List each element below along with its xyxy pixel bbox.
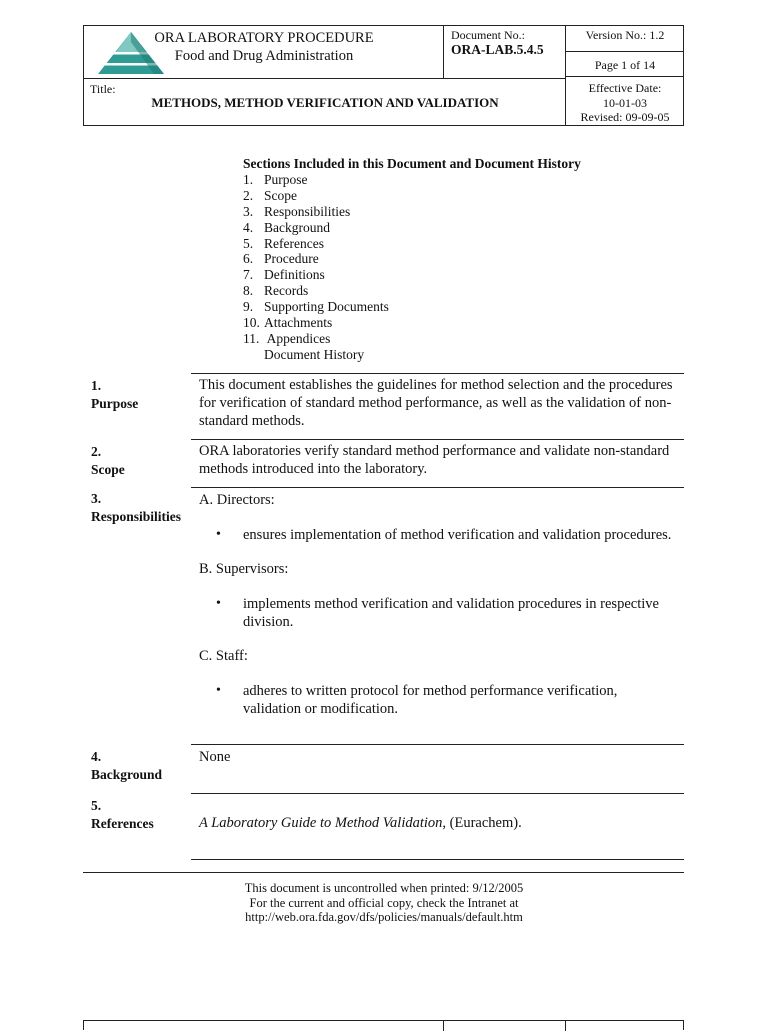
list-item (216, 526, 679, 544)
toc-item-label: Attachments (264, 315, 333, 331)
toc-item-label: Appendices (264, 330, 331, 346)
section-number: 1. (91, 378, 102, 393)
toc-item-number: 9. (243, 299, 254, 315)
section-background-heading (91, 748, 162, 783)
footer-line-1: This document is uncontrolled when printed: 9/12/2005 (244, 881, 524, 895)
toc-item (243, 172, 581, 188)
table-of-contents (243, 156, 581, 363)
toc-item-label: Responsibilities (264, 203, 351, 219)
revised-date: Revised: 09-09-05 (580, 110, 670, 124)
section-rule (191, 373, 684, 374)
bullet-icon: • (216, 683, 221, 698)
toc-heading: Sections Included in this Document and Document History (243, 156, 581, 171)
toc-item-label: Supporting Documents (264, 299, 389, 315)
section-references-heading (91, 797, 154, 832)
toc-item-label: Background (264, 219, 330, 235)
toc-item-number: 3. (243, 203, 254, 219)
document-title: METHODS, METHOD VERIFICATION AND VALIDATION (151, 95, 499, 110)
supervisors-duty: implements method verification and validation procedures in respective division. (243, 596, 659, 630)
toc-item-label: Purpose (264, 171, 308, 187)
section-rule (191, 744, 684, 745)
toc-item-number: 1. (243, 171, 254, 187)
section-responsibilities-body (199, 491, 679, 718)
staff-heading: C. Staff: (199, 648, 248, 664)
toc-item-label: Definitions (264, 267, 325, 283)
section-references-text (199, 814, 679, 832)
section-number: 2. (91, 444, 102, 459)
bullet-icon: • (216, 527, 221, 542)
toc-list (243, 172, 581, 347)
section-scope-heading (91, 443, 125, 478)
procedure-title (84, 29, 444, 65)
page-footer (0, 881, 768, 925)
header-divider (565, 51, 684, 52)
list-item (216, 595, 679, 631)
effective-date: 10-01-03 (603, 95, 647, 110)
section-name: Scope (91, 461, 125, 477)
toc-item-label: Procedure (264, 251, 319, 267)
section-rule (191, 487, 684, 488)
toc-item-number: 7. (243, 267, 254, 283)
procedure-line-1: ORA LABORATORY PROCEDURE (154, 30, 374, 46)
header-divider (443, 1021, 444, 1031)
section-name: Purpose (91, 395, 139, 411)
version-no: Version No.: 1.2 (585, 28, 665, 42)
section-rule (191, 793, 684, 794)
section-number: 4. (91, 749, 102, 764)
toc-item (243, 220, 581, 236)
toc-item (243, 251, 581, 267)
title-label: Title: (90, 82, 116, 96)
toc-item-number: 6. (243, 251, 254, 267)
toc-item (243, 267, 581, 283)
procedure-line-2: Food and Drug Administration (174, 48, 354, 64)
staff-duty: adheres to written protocol for method performance verification, validation or modification. (243, 683, 618, 717)
toc-item (243, 299, 581, 315)
toc-item (243, 188, 581, 204)
effective-date-block (566, 81, 684, 125)
footer-rule (83, 872, 684, 873)
header-divider (565, 1021, 566, 1031)
section-number: 3. (91, 491, 102, 506)
page-number: Page 1 of 14 (594, 58, 656, 72)
toc-item-label: Records (264, 283, 309, 299)
reference-title: A Laboratory Guide to Method Validation (199, 815, 443, 831)
directors-duty: ensures implementation of method verification and validation procedures. (243, 527, 672, 543)
section-responsibilities-heading (91, 490, 181, 525)
toc-item (243, 283, 581, 299)
doc-no: ORA-LAB.5.4.5 (451, 42, 544, 57)
header-divider (84, 78, 565, 79)
section-number: 5. (91, 798, 102, 813)
toc-item (243, 236, 581, 252)
section-name: Responsibilities (91, 508, 182, 524)
toc-item-label: References (264, 235, 324, 251)
header-divider (565, 76, 684, 77)
section-purpose-heading (91, 377, 138, 412)
toc-document-history: Document History (264, 346, 365, 362)
footer-url: http://web.ora.fda.gov/dfs/policies/manuals/default.htm (245, 910, 523, 924)
section-name: Background (91, 766, 163, 782)
effective-date-label: Effective Date: (588, 81, 662, 95)
footer-line-2: For the current and official copy, check the Intranet at (249, 895, 519, 910)
section-rule (191, 439, 684, 440)
supervisors-heading: B. Supervisors: (199, 561, 289, 577)
section-rule (191, 859, 684, 860)
toc-item-number: 2. (243, 187, 254, 203)
section-background-text: None (199, 749, 231, 765)
bullet-icon: • (216, 596, 221, 611)
toc-item-number: 10. (243, 315, 260, 331)
list-item (216, 682, 679, 718)
toc-item-number: 11. (243, 330, 260, 346)
toc-item-number: 5. (243, 235, 254, 251)
toc-item-label: Scope (264, 187, 297, 203)
doc-no-label: Document No.: (451, 28, 525, 42)
toc-item (243, 331, 581, 347)
toc-item-number: 8. (243, 283, 254, 299)
reference-publisher: , (Eurachem). (442, 815, 522, 831)
toc-item (243, 315, 581, 331)
section-name: References (91, 815, 154, 831)
directors-heading: A. Directors: (199, 492, 275, 508)
section-purpose-text: This document establishes the guidelines for method selection and the procedures for verification of standard method performance, as well as the validation of non-standard methods. (199, 377, 673, 429)
next-page-header-edge (83, 1020, 684, 1030)
toc-item (243, 204, 581, 220)
section-scope-text: ORA laboratories verify standard method performance and validate non-standard methods introduced into the laboratory. (199, 443, 670, 477)
document-header (83, 25, 684, 126)
toc-item-number: 4. (243, 219, 254, 235)
